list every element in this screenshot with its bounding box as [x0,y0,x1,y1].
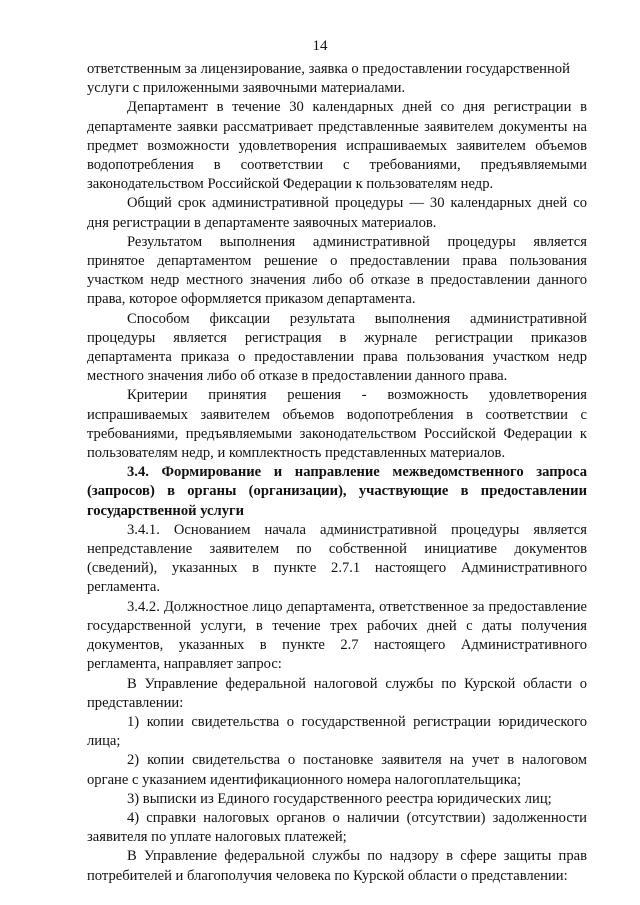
list-item-2: 2) копии свидетельства о постановке заявителя на учет в налоговом органе с указанием идентификационного номера налогоплательщика; [87,752,587,788]
page-number: 14 [312,38,328,54]
paragraph-consumer-service-request: В Управление федеральной службы по надзору в сфере защиты прав потребителей и благополучия человека по Курской области о представлении: [87,848,587,884]
paragraph-decision-criteria: Критерии принятия решения - возможность удовлетворения испрашиваемых заявителем объемов водопотребления в соответствии с требованиями, предъявляемыми законодательством Российской Федерации к пользователям недр, и комплектность представленных материалов. [87,387,587,462]
section-heading-3-4: 3.4. Формирование и направление межведомственного запроса (запросов) в органы (организации), участвующие в предоставлении государственной услуги [87,464,587,519]
paragraph-total-term: Общий срок административной процедуры — 30 календарных дней со дня регистрации в департаменте заявочных материалов. [87,195,587,231]
paragraph-continuation: ответственным за лицензирование, заявка о предоставлении государственной услуги с приложенными заявочными материалами. [87,61,570,97]
list-item-4: 4) справки налоговых органов о наличии (отсутствии) задолженности заявителя по уплате налоговых платежей; [87,809,587,846]
list-item-3: 3) выписки из Единого государственного реестра юридических лиц; [127,790,552,807]
paragraph-fixation-method: Способом фиксации результата выполнения административной процедуры является регистрация в журнале регистрации приказов департамента приказа о предоставлении права пользования участком недр местного значения либо об отказе в предоставлении данного права. [87,310,587,385]
paragraph-result: Результатом выполнения административной процедуры является принятое департаментом решение о предоставлении права пользования участком недр местного значения либо об отказе в предоставлении данного права, которое оформляется приказом департамента. [87,233,587,308]
paragraph-3-4-2: 3.4.2. Должностное лицо департамента, ответственное за предоставление государственной услуги, в течение трех рабочих дней с даты получения документов, указанных в пункте 2.7 настоящего Административного регламента, направляет запрос: [87,598,587,673]
paragraph-3-4-1: 3.4.1. Основанием начала административной процедуры является непредставление заявителем по собственной инициативе документов (сведений), указанных в пункте 2.7.1 настоящего Административного регламента. [87,521,587,596]
paragraph-review-period: Департамент в течение 30 календарных дней со дня регистрации в департаменте заявки рассматривает представленные заявителем документы на предмет возможности удовлетворения испрашиваемых заявителем объемов водопотребления в соответствии с требованиями, предъявляемыми законодательством Российской Федерации к пользователям недр. [87,99,587,193]
list-item-1: 1) копии свидетельства о государственной регистрации юридического лица; [87,713,587,750]
document-body [87,60,587,886]
paragraph-tax-service-request: В Управление федеральной налоговой службы по Курской области о представлении: [87,675,587,711]
